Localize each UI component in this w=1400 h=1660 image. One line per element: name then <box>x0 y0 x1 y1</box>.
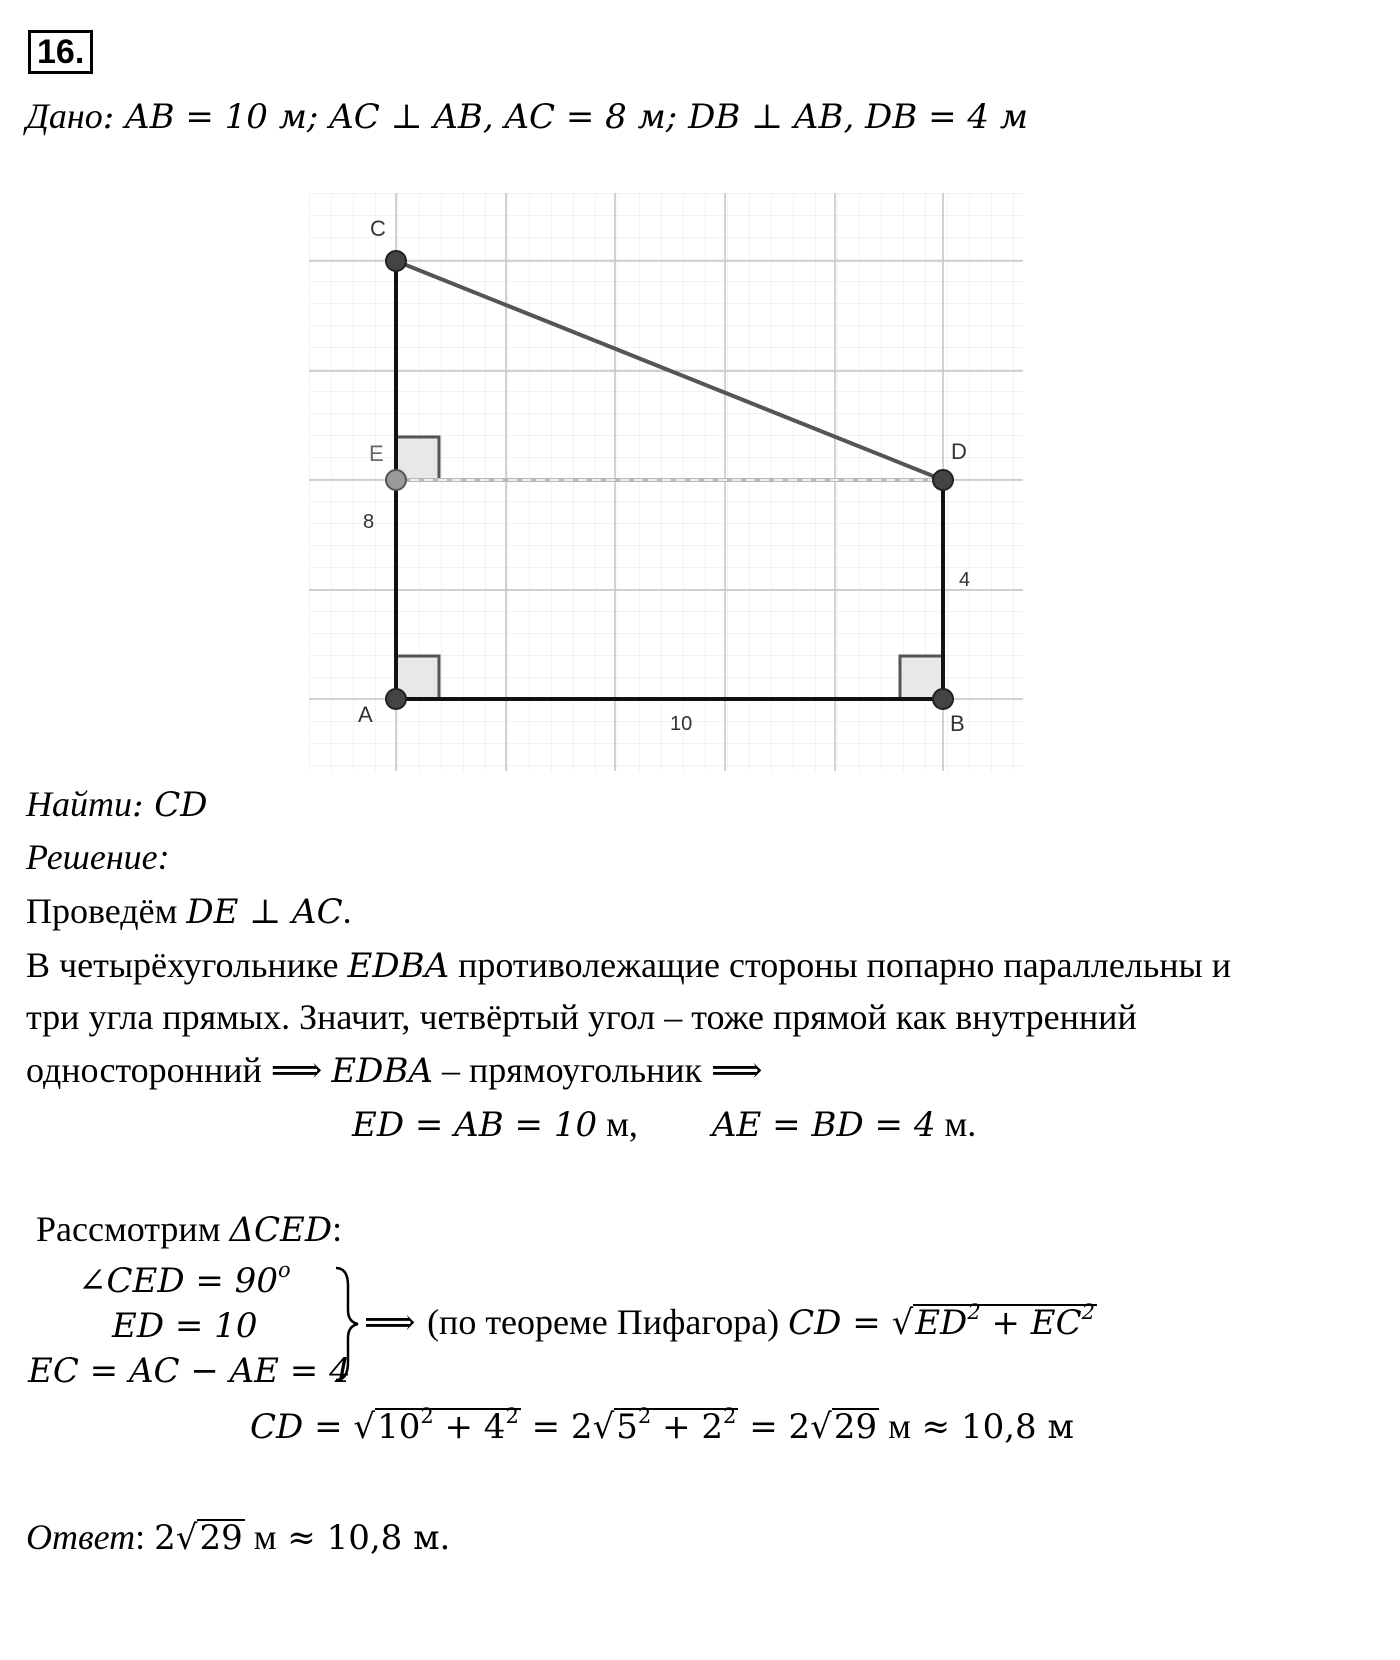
label-a: A <box>358 702 373 727</box>
pythagoras-text: (по теореме Пифагора) <box>427 1302 789 1342</box>
para-line-3 <box>26 1048 763 1093</box>
label-b: B <box>950 711 965 736</box>
rad-2: + 2 <box>651 1407 724 1447</box>
square-sup: 2 <box>967 1300 981 1324</box>
square-sup: 2 <box>723 1404 737 1428</box>
answer-rad: 29 <box>199 1518 243 1558</box>
consider-end: : <box>332 1209 343 1249</box>
equation-ae-bd <box>712 1102 976 1147</box>
answer-line <box>26 1515 450 1560</box>
answer-coef: 2 <box>154 1518 176 1558</box>
point-e <box>386 470 406 490</box>
label-length-db: 4 <box>959 569 971 591</box>
rad-4: + 4 <box>433 1407 506 1447</box>
eq-unit: м. <box>935 1104 977 1144</box>
para-math: EDBA <box>347 946 450 986</box>
sqrt-10-4: $√10^2 + 4^2$ <box>353 1404 519 1447</box>
square-sup: 2 <box>637 1404 652 1428</box>
step-text: Проведём <box>26 891 187 931</box>
eq-ae: AE = BD = 4 <box>712 1105 936 1145</box>
label-c: C <box>370 216 386 241</box>
step-expr: DE ⊥ AC <box>186 892 343 932</box>
para-text: – прямоугольник ⟹ <box>432 1050 763 1090</box>
ec-value: EC = AC − AE = 4 <box>28 1351 351 1391</box>
label-length-ac: 8 <box>363 511 375 533</box>
find-value: : CD <box>132 785 208 825</box>
square-sup: 2 <box>505 1404 519 1428</box>
step-draw-de <box>26 889 352 934</box>
find-line <box>26 782 208 827</box>
rad-29: 29 <box>833 1407 878 1447</box>
point-b <box>933 689 953 709</box>
para-text: противолежащие стороны попарно параллельны и <box>449 945 1231 985</box>
sqrt-ed-ec: $√ED^2 + EC^2$ <box>891 1300 1096 1343</box>
square-sup: 2 <box>420 1404 434 1428</box>
system-row-1 <box>78 1258 291 1307</box>
cd-lhs: CD = <box>788 1303 892 1343</box>
para-line-2: три угла прямых. Значит, четвёртый угол – тоже прямой как внутренний <box>26 997 1137 1037</box>
degree-sup: o <box>277 1258 291 1282</box>
calc-unit: м <box>879 1406 911 1446</box>
rad-10: 10 <box>377 1407 421 1447</box>
system-row-3 <box>28 1348 351 1393</box>
para-text: односторонний ⟹ <box>26 1050 332 1090</box>
point-a <box>386 689 406 709</box>
answer-label: Ответ <box>26 1517 136 1557</box>
calc-approx: ≈ 10,8 м <box>910 1407 1074 1447</box>
step-end: . <box>342 891 352 931</box>
point-c <box>386 251 406 271</box>
sqrt-5-2: $√5^2 + 2^2$ <box>592 1404 737 1447</box>
answer-colon: : <box>135 1517 155 1557</box>
system-brace <box>332 1264 362 1384</box>
square-sup: 2 <box>1081 1300 1096 1324</box>
calc-mid2: = 2 <box>738 1407 811 1447</box>
answer-unit: м <box>244 1517 277 1557</box>
eq-unit: м, <box>597 1104 638 1144</box>
rad-ed: ED <box>915 1303 968 1343</box>
calculation-line <box>250 1404 1074 1449</box>
point-d <box>933 470 953 490</box>
label-e: E <box>369 441 384 466</box>
given-text: : AB = 10 м; AC ⊥ AB, AC = 8 м; DB ⊥ AB, DB = 4 м <box>102 97 1029 137</box>
implies-arrow: ⟹ <box>364 1302 428 1343</box>
ed-value: ED = 10 <box>112 1306 258 1346</box>
consider-text: Рассмотрим <box>36 1209 230 1249</box>
consider-expr: ΔCED <box>229 1210 333 1250</box>
eq-ed: ED = AB = 10 <box>352 1105 598 1145</box>
answer-approx: ≈ 10,8 м. <box>276 1518 451 1558</box>
problem-number: 16. <box>28 30 93 74</box>
pythagoras-line <box>364 1300 1097 1345</box>
answer-sqrt: √29 <box>175 1518 243 1558</box>
equation-ed-ab <box>352 1102 638 1147</box>
para-line-1 <box>26 943 1231 988</box>
label-d: D <box>951 439 967 464</box>
angle-ced: ∠CED = 90 <box>78 1261 278 1301</box>
rad-5: 5 <box>616 1407 638 1447</box>
rad-ec: + EC <box>980 1303 1082 1343</box>
calc-lhs: CD = <box>250 1407 354 1447</box>
para-text: В четырёхугольнике <box>26 945 348 985</box>
calc-mid: = 2 <box>520 1407 593 1447</box>
find-label: Найти <box>26 784 132 824</box>
label-length-ab: 10 <box>670 713 693 735</box>
solution-label: Решение: <box>26 837 170 877</box>
sqrt-29: √29 <box>810 1407 878 1447</box>
para-math: EDBA <box>331 1051 433 1091</box>
system-row-2 <box>112 1303 257 1348</box>
given-label: Дано <box>26 96 103 136</box>
consider-line <box>36 1207 342 1252</box>
